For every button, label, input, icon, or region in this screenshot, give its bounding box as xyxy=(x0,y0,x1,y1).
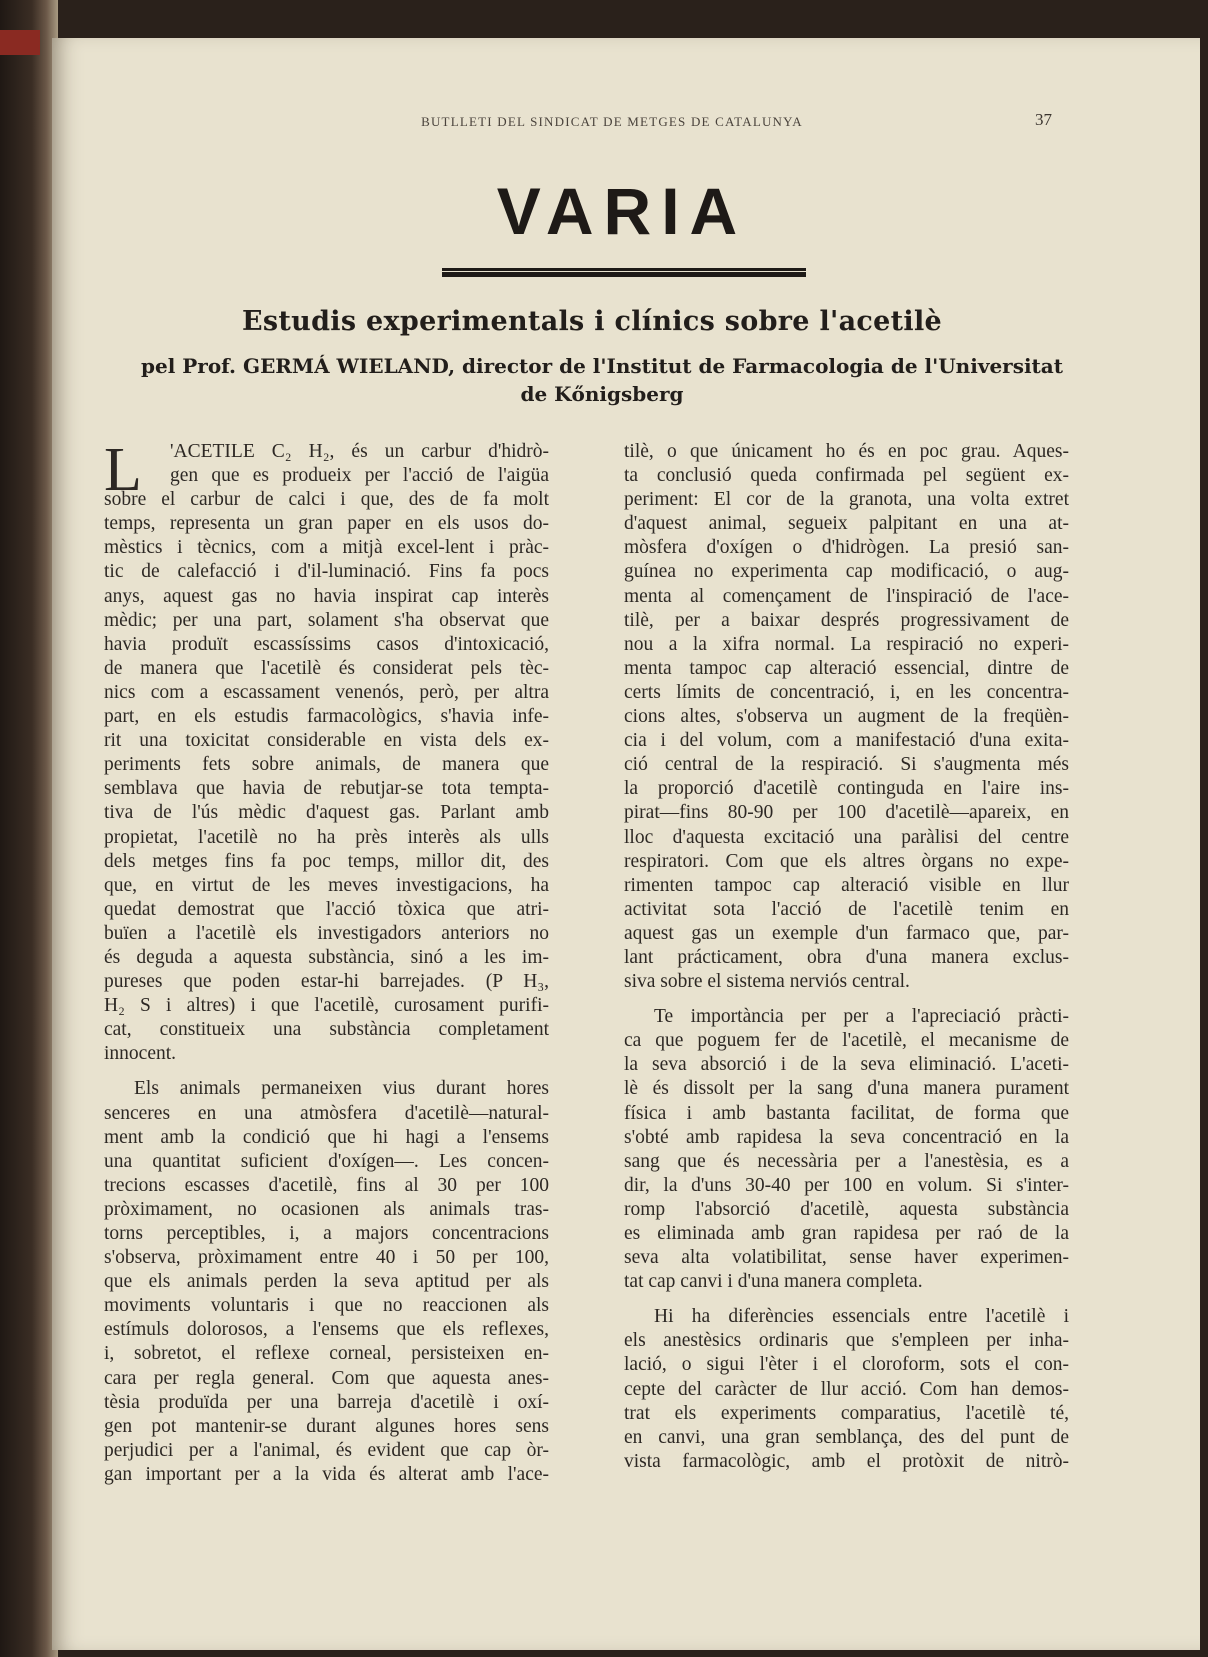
byline-line-1: pel Prof. GERMÁ WIELAND, director de l'Institut de Farmacologia de l'Universitat xyxy=(140,354,1063,378)
text-line: periment: El cor de la granota, una volta extret xyxy=(624,489,1069,511)
text-line: ment amb la condició que hi hagi a l'ensems xyxy=(104,1126,549,1148)
text-line: gen que es produeix per l'acció de l'aigüa xyxy=(170,465,549,487)
text-line: propietat, l'acetilè no ha près interès als ulls xyxy=(104,826,549,848)
text-line: activitat sota l'acció de l'acetilè tenim en xyxy=(624,898,1069,920)
text-line: romp l'absorció d'acetilè, aquesta substància xyxy=(624,1198,1069,1220)
text-line: quedat demostrat que l'acció tòxica que atri- xyxy=(104,898,549,920)
text-line: una quantitat suficient d'oxígen—. Les concen- xyxy=(104,1150,549,1172)
text-line: que, en virtut de les meves investigacions, ha xyxy=(104,874,549,896)
text-line: sobre el carbur de calci i que, des de fa molt xyxy=(104,489,549,511)
text-line: de manera que l'acetilè és considerat pels tèc- xyxy=(104,657,549,679)
text-line: siva sobre el sistema nerviós central. xyxy=(624,971,910,993)
text-line: tiva de l'ús mèdic d'aquest gas. Parlant amb xyxy=(104,802,549,824)
text-line: es eliminada amb gran rapidesa per raó de la xyxy=(624,1223,1069,1244)
text-line: certs límits de concentració, i, en les concentra- xyxy=(624,681,1069,703)
text-line: mòsfera d'oxígen o d'hidrògen. La presió san- xyxy=(624,537,1069,559)
text-line: i, sobretot, el reflexe corneal, persisteixen en- xyxy=(104,1343,549,1365)
text-line: rimenten tampoc cap alteració visible en llur xyxy=(624,874,1069,896)
drop-cap: L xyxy=(104,436,142,504)
text-line: lació, o sigui l'èter i el cloroform, sots el con- xyxy=(624,1354,1069,1376)
section-title: VARIA xyxy=(496,174,748,248)
text-line: gan important per a la vida és alterat amb l'ace- xyxy=(104,1463,549,1485)
text-line: respiratori. Com que els altres òrgans no expe- xyxy=(624,850,1069,872)
text-line: semblava que havia de rebutjar-se tota tempta- xyxy=(104,778,549,800)
text-line: lè és dissolt per la sang d'una manera purament xyxy=(624,1078,1069,1100)
text-line: estímuls dolorosos, a l'ensems que els reflexes, xyxy=(104,1319,549,1341)
text-line: cia i del volum, com a manifestació d'una exita- xyxy=(624,730,1069,752)
text-line: cat, constitueix una substància completament xyxy=(104,1019,549,1041)
text-line: tilè, per a baixar després progressivament de xyxy=(624,609,1069,631)
text-line: guínea no experimenta cap modificació, o aug- xyxy=(624,561,1069,583)
text-line: rit una toxicitat considerable en vista dels ex- xyxy=(104,730,549,752)
text-line: cara per regla general. Com que aquesta anes- xyxy=(104,1367,549,1389)
paragraph-gap xyxy=(624,1294,1069,1305)
text-line: H₂ S i altres) i que l'acetilè, curosament purifi- xyxy=(104,995,549,1017)
text-line: moviments voluntaris i que no reaccionen als xyxy=(104,1295,549,1317)
text-line: buïen a l'acetilè els investigadors anteriors no xyxy=(104,922,549,944)
text-line: cepte del caràcter de llur acció. Com han demos- xyxy=(624,1378,1069,1400)
text-line: la seva absorció i de la seva eliminació. L'aceti- xyxy=(624,1054,1069,1076)
text-line: temps, representa un gran paper en els usos do- xyxy=(104,513,549,535)
text-line: trecions escasses d'acetilè, fins al 30 per 100 xyxy=(104,1174,549,1196)
text-line: senceres en una atmòsfera d'acetilè—natural- xyxy=(104,1102,549,1124)
text-line: ca que poguem fer de l'acetilè, el mecanisme de xyxy=(624,1030,1069,1052)
text-line: mèdic; per una part, solament s'ha observat que xyxy=(104,609,549,631)
right-column xyxy=(624,440,1069,1474)
text-line: tic de calefacció i d'il-luminació. Fins fa pocs xyxy=(104,561,549,583)
byline xyxy=(102,352,1102,408)
text-line: aquest gas un exemple d'un farmaco que, par- xyxy=(624,922,1069,944)
text-line: periments fets sobre animals, de manera que xyxy=(104,754,549,776)
text-line: pureses que poden estar-hi barrejades. (P H₃, xyxy=(104,971,549,993)
text-line: s'obté amb rapidesa la seva concentració en la xyxy=(624,1126,1069,1148)
text-line: innocent. xyxy=(104,1043,177,1065)
text-line: menta tampoc cap alteració essencial, dintre de xyxy=(624,657,1069,679)
text-line: la proporció d'acetilè continguda en l'aire ins- xyxy=(624,778,1069,800)
text-line: és deguda a aquesta substància, sinó a les im- xyxy=(104,946,549,968)
page xyxy=(52,38,1200,1650)
page-number: 37 xyxy=(1035,110,1052,129)
title-rule xyxy=(442,268,806,277)
text-line: cions altes, s'observa un augment de la freqüèn- xyxy=(624,706,1069,728)
text-line: lloc d'aquesta excitació una paràlisi del centre xyxy=(624,826,1069,848)
text-line: pirat—fins 80-90 per 100 d'acetilè—apareix, en xyxy=(624,802,1069,824)
text-line: vista farmacològic, amb el protòxit de nitrò- xyxy=(624,1450,1069,1472)
text-line: d'aquest animal, segueix palpitant en una at- xyxy=(624,513,1069,535)
running-head: BUTLLETI DEL SINDICAT DE METGES DE CATALUNYA xyxy=(421,114,803,129)
text-line: mèstics i tècnics, com a mitjà excel-lent i pràc- xyxy=(104,537,549,559)
text-line: tilè, o que únicament ho és en poc grau. Aques- xyxy=(624,441,1069,462)
text-line: s'observa, pròximament entre 40 i 50 per 100, xyxy=(104,1247,549,1269)
text-line: torns perceptibles, i, a majors concentracions xyxy=(104,1223,549,1244)
text-line: pròximament, no ocasionen als animals tras- xyxy=(104,1198,549,1220)
text-line: en canvi, una gran semblança, des del punt de xyxy=(624,1426,1069,1448)
text-line: ta conclusió queda confirmada pel següent ex- xyxy=(624,465,1069,487)
text-line: seva alta volatibilitat, sense haver experimen- xyxy=(624,1247,1069,1269)
text-line: sang que és necessària per a l'anestèsia, es a xyxy=(624,1150,1069,1172)
text-line: que els animals perden la seva aptitud per als xyxy=(104,1271,549,1293)
text-line: gen pot mantenir-se durant algunes hores sens xyxy=(104,1415,549,1437)
text-line: nics com a escassament venenós, però, per altra xyxy=(104,681,549,703)
text-line: dir, la d'uns 30-40 per 100 en volum. Si s'inter- xyxy=(624,1174,1069,1196)
text-line: tèsia produïda per una barreja d'acetilè i oxí- xyxy=(104,1391,549,1413)
binding-cloth-edge xyxy=(0,30,40,55)
text-line: els anestèsics ordinaris que s'empleen per inha- xyxy=(624,1330,1069,1352)
book-binding xyxy=(0,0,58,1657)
text-line: Els animals permaneixen vius durant hores xyxy=(134,1078,549,1100)
text-line: 'ACETILE C₂ H₂, és un carbur d'hidrò- xyxy=(170,441,549,462)
text-line: perjudici per a l'animal, és evident que cap òr- xyxy=(104,1439,549,1461)
text-line: nou a la xifra normal. La respiració no experi- xyxy=(624,633,1069,655)
text-line: dels metges fins fa poc temps, millor dit, des xyxy=(104,850,549,872)
text-line: anys, aquest gas no havia inspirat cap interès xyxy=(104,585,549,607)
text-line: Te importància per per a l'apreciació pràcti- xyxy=(654,1006,1069,1028)
text-line: part, en els estudis farmacològics, s'havia infe- xyxy=(104,706,549,728)
byline-line-2: de Kőnigsberg xyxy=(520,382,684,406)
paragraph-gap xyxy=(624,994,1069,1005)
text-line: ció central de la respiració. Si s'augmenta més xyxy=(624,754,1069,776)
paragraph-gap xyxy=(104,1066,549,1077)
article-title: Estudis experimentals i clínics sobre l'acetilè xyxy=(242,306,942,337)
text-line: física i amb bastanta facilitat, de forma que xyxy=(624,1102,1069,1124)
text-line: tat cap canvi i d'una manera completa. xyxy=(624,1271,923,1293)
left-column xyxy=(104,436,549,1487)
text-line: menta al començament de l'inspiració de l'ace- xyxy=(624,585,1069,607)
text-line: trat els experiments comparatius, l'acetilè té, xyxy=(624,1402,1069,1424)
text-line: lant prácticament, obra d'una manera exclus- xyxy=(624,946,1069,968)
text-line: Hi ha diferències essencials entre l'acetilè i xyxy=(654,1306,1069,1328)
text-line: havia produït escassíssims casos d'intoxicació, xyxy=(104,633,549,655)
